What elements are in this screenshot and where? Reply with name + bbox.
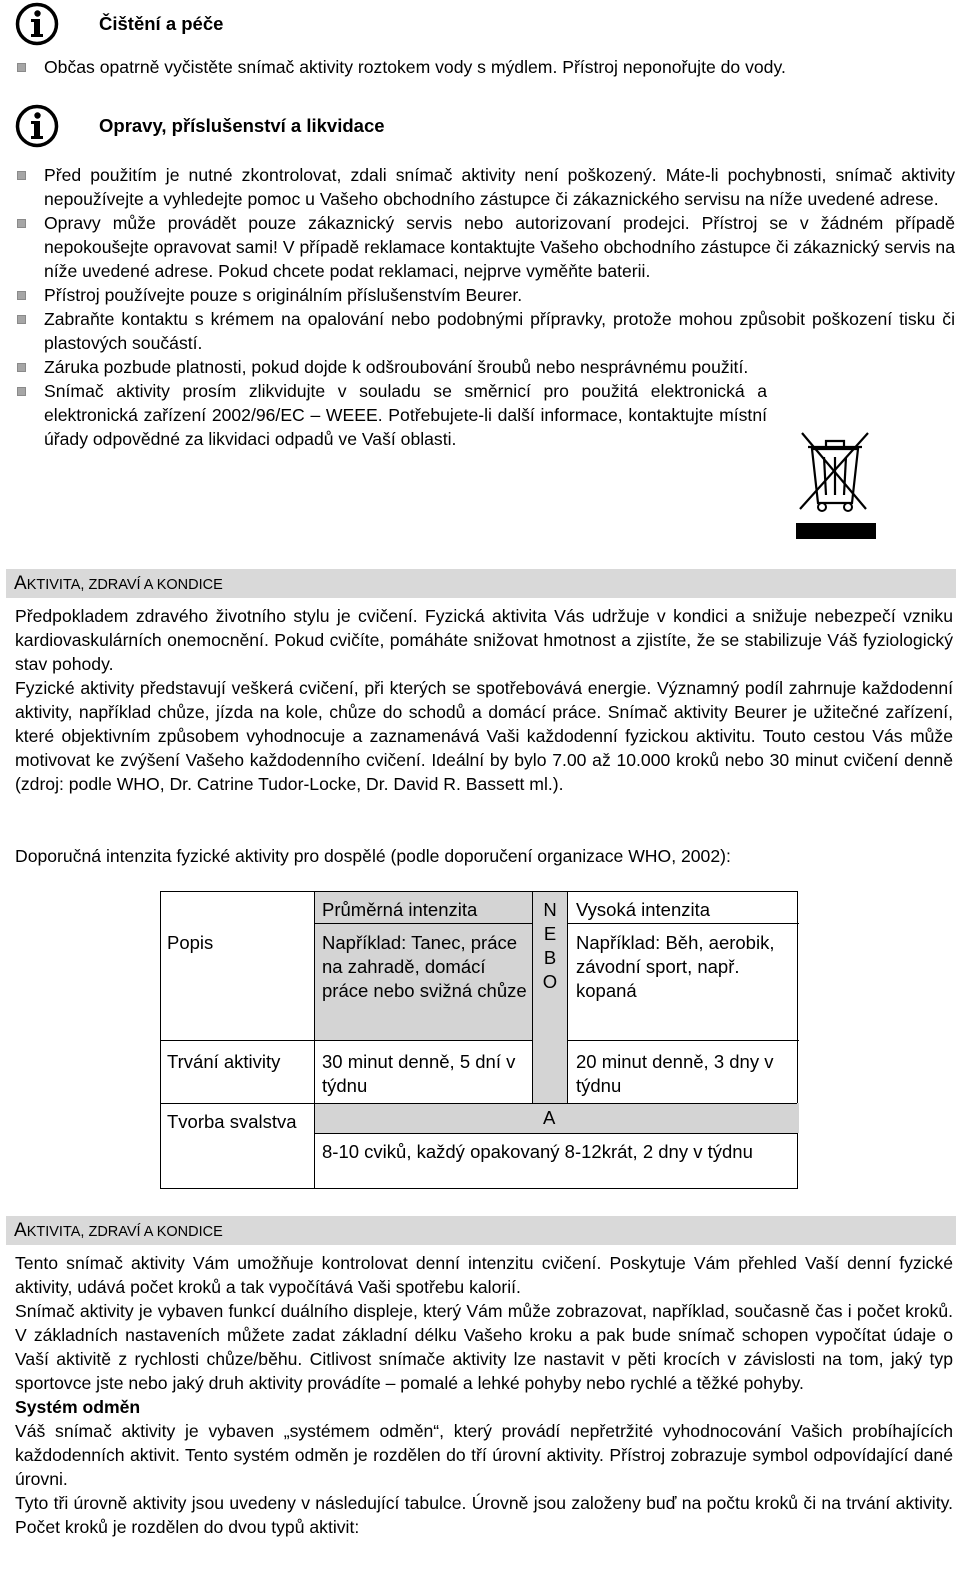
list-item: Opravy může provádět pouze zákaznický servis nebo autorizovaní prodejci. Přístroj se v žádném případě nepokoušejte opravovat sami! V případě reklamace kontaktujte Vašeho obchodního zástupce či zákaznický servis na níže uvedené adrese. Pokud chcete podat reklamaci, nejprve vyměňte baterii. [15, 211, 955, 283]
info-icon [15, 2, 59, 46]
row-label-duration: Trvání aktivity [167, 1051, 281, 1072]
recommendation-caption: Doporučná intenzita fyzické aktivity pro dospělé (podle doporučení organizace WHO, 2002): [15, 846, 731, 866]
intro-text [15, 604, 953, 796]
crossed-out-wheelie-bin-icon [786, 427, 882, 541]
moderate-duration: 30 minut denně, 5 dní v týdnu [322, 1051, 516, 1096]
and-label: A [543, 1107, 556, 1128]
list-item: Přístroj používejte pouze s originálním příslušenstvím Beurer. [15, 283, 955, 307]
bullet-square-icon [17, 291, 26, 300]
info-icon [15, 104, 59, 148]
list-item: Občas opatrně vyčistěte snímač aktivity roztokem vody s mýdlem. Přístroj neponořujte do vody. [15, 55, 955, 79]
repairs-bullets [15, 163, 955, 451]
paragraph: Váš snímač aktivity je vybaven „systémem odměn“, který provádí nepřetržité vyhodnocování Vašich probíhajících každodenních aktivit. Tento systém odměn je rozdělen do tří úrovní aktivity. Přístroj zobrazuje symbol odpovídající dané úrovni. [15, 1421, 953, 1489]
section-title-cleaning: Čištění a péče [99, 13, 224, 34]
paragraph: Tyto tři úrovně aktivity jsou uvedeny v následující tabulce. Úrovně jsou založeny buď na počtu kroků či na trvání aktivity. Počet kroků je rozdělen do dvou typů aktivit: [15, 1493, 953, 1537]
bullet-square-icon [17, 363, 26, 372]
bullet-square-icon [17, 219, 26, 228]
row-label-muscle: Tvorba svalstva [167, 1111, 297, 1132]
and-row-shade [314, 1103, 799, 1133]
section-title-repairs: Opravy, příslušenství a likvidace [99, 115, 385, 136]
bullet-square-icon [17, 171, 26, 180]
moderate-description: Například: Tanec, práce na zahradě, domácí práce nebo svižná chůze [322, 932, 527, 1001]
subheading-rewards: Systém odměn [15, 1397, 141, 1417]
list-item: Zabraňte kontaktu s krémem na opalování nebo podobnými přípravky, protože mohou způsobit poškození tisku či plastových součástí. [15, 307, 955, 355]
outro-text [15, 1251, 953, 1539]
row-label-description: Popis [167, 932, 214, 953]
list-item: Záruka pozbude platnosti, pokud dojde k odšroubování šroubů nebo nesprávnému použití. [15, 355, 955, 379]
bullet-square-icon [17, 315, 26, 324]
section-band-activity-2: AKTIVITA, ZDRAVÍ A KONDICE [6, 1216, 956, 1245]
moderate-intensity-header: Průměrná intenzita [322, 899, 478, 920]
cleaning-bullets [15, 55, 955, 79]
or-label: N E B O [542, 899, 558, 992]
section-band-activity: AKTIVITA, ZDRAVÍ A KONDICE [6, 569, 956, 598]
intensity-table [160, 891, 798, 1189]
bullet-square-icon [17, 63, 26, 72]
paragraph: Snímač aktivity je vybaven funkcí duálního displeje, který Vám může zobrazovat, například, současně čas i počet kroků. V základních nastaveních můžete zadat základní délku Vašeho kroku a pak bude snímač schopen vypočítat údaje o Vaší aktivitě z rychlosti chůze/běhu. Citlivost snímače aktivity lze nastavit v pěti krocích v závislosti na tom, jaký typ sportovce jste nebo jaký druh aktivity provádíte – pomalé a lehké pohyby nebo rychlé a těžké pohyby. [15, 1301, 953, 1393]
list-item: Snímač aktivity prosím zlikvidujte v souladu se směrnicí pro použitá elektronická a elektronická zařízení 2002/96/EC – WEEE. Potřebujete-li další informace, kontaktujte místní úřady odpovědné za likvidaci odpadů ve Vaší oblasti. [15, 379, 955, 451]
bullet-square-icon [17, 387, 26, 396]
muscle-value: 8-10 cviků, každý opakovaný 8-12krát, 2 dny v týdnu [322, 1141, 753, 1162]
vigorous-intensity-header: Vysoká intenzita [576, 899, 711, 920]
paragraph: Tento snímač aktivity Vám umožňuje kontrolovat denní intenzitu cvičení. Poskytuje Vám přehled Vaší denní fyzické aktivity, udává počet kroků a tak vypočítává Vaši spotřebu kalorií. [15, 1253, 953, 1297]
vigorous-description: Například: Běh, aerobik, závodní sport, např. kopaná [576, 932, 775, 1001]
list-item: Před použitím je nutné zkontrolovat, zdali snímač aktivity není poškozený. Máte-li pochybnosti, snímač aktivity nepoužívejte a vyhledejte pomoc u Vašeho obchodního zástupce či zákaznického servisu na níže uvedené adrese. [15, 163, 955, 211]
vigorous-duration: 20 minut denně, 3 dny v týdnu [576, 1051, 774, 1096]
paragraph: Fyzické aktivity představují veškerá cvičení, při kterých se spotřebovává energie. Významný podíl zahrnuje každodenní aktivity, například chůze, jízda na kole, chůze do schodů a domácí práce. Snímač aktivity Beurer je užitečné zařízení, které objektivním způsobem vyhodnocuje a zaznamenává Vaši každodenní fyzickou aktivitu. Touto cestou Vás může motivovat ke zvýšení Vašeho každodenního cvičení. Ideální by bylo 7.00 až 10.000 kroků nebo 30 minut cvičení denně (zdroj: podle WHO, Dr. Catrine Tudor-Locke, Dr. David R. Bassett ml.). [15, 678, 953, 794]
paragraph: Předpokladem zdravého životního stylu je cvičení. Fyzická aktivita Vás udržuje v kondici a snižuje nebezpečí vzniku kardiovaskulárních onemocnění. Pokud cvičíte, pomáháte snižovat hmotnost a zjistíte, že se stabilizuje Váš fyziologický stav pohody. [15, 606, 953, 674]
